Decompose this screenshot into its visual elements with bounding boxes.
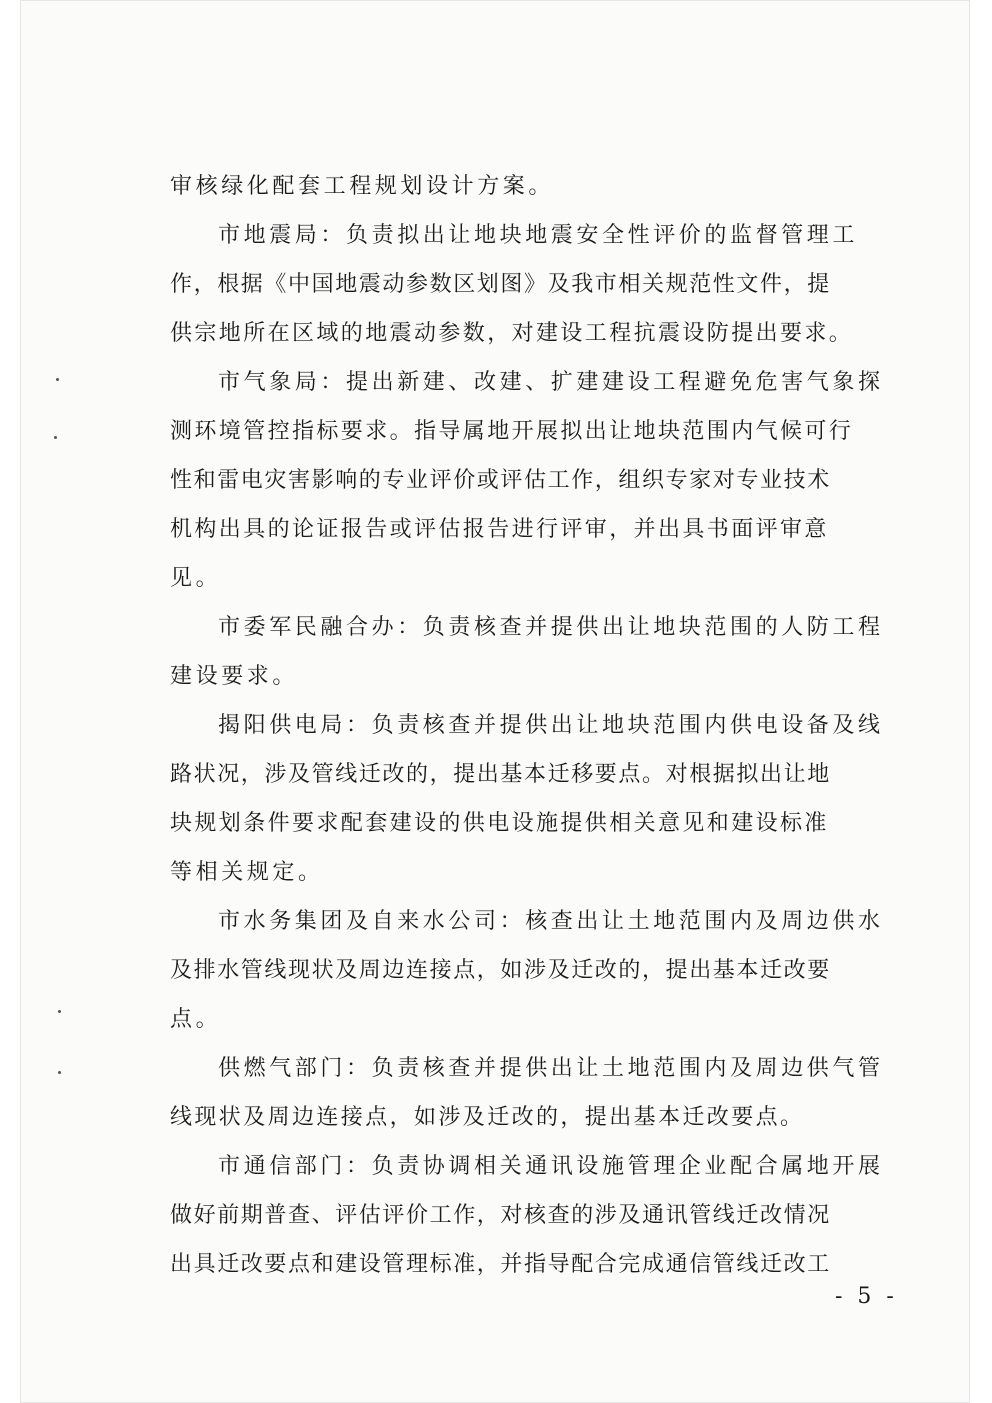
page-number: - 5 - xyxy=(835,1284,898,1309)
paragraph-line: 建设要求。 xyxy=(170,664,299,689)
scan-speck xyxy=(58,1071,61,1074)
paragraph-line: 作，根据《中国地震动参数区划图》及我市相关规范性文件，提 xyxy=(170,272,831,297)
paragraph-line: 出具迁改要点和建设管理标准，并指导配合完成通信管线迁改工 xyxy=(170,1252,831,1277)
document-page xyxy=(20,0,970,1403)
paragraph-line: 路状况，涉及管线迁改的，提出基本迁移要点。对根据拟出让地 xyxy=(170,762,831,787)
paragraph-line: 市气象局：提出新建、改建、扩建建设工程避免危害气象探 xyxy=(218,370,884,395)
scan-speck xyxy=(56,378,59,381)
paragraph-line: 机构出具的论证报告或评估报告进行评审，并出具书面评审意 xyxy=(170,517,829,542)
paragraph-line: 及排水管线现状及周边连接点，如涉及迁改的，提出基本迁改要 xyxy=(170,958,831,983)
paragraph-line: 性和雷电灾害影响的专业评价或评估工作，组织专家对专业技术 xyxy=(170,468,831,493)
paragraph-line: 市地震局：负责拟出让地块地震安全性评价的监督管理工 xyxy=(218,223,859,248)
paragraph-line: 见。 xyxy=(170,566,222,591)
paragraph-line: 等相关规定。 xyxy=(170,860,324,885)
scan-speck xyxy=(54,436,57,439)
paragraph-line: 供宗地所在区域的地震动参数，对建设工程抗震设防提出要求。 xyxy=(170,321,854,346)
paragraph-line: 市水务集团及自来水公司：核查出让土地范围内及周边供水 xyxy=(218,909,884,934)
paragraph-line: 测环境管控指标要求。指导属地开展拟出让地块范围内气候可行 xyxy=(170,419,854,444)
paragraph-line: 揭阳供电局：负责核查并提供出让地块范围内供电设备及线 xyxy=(218,713,884,738)
paragraph-line: 供燃气部门：负责核查并提供出让土地范围内及周边供气管 xyxy=(218,1056,884,1081)
paragraph-line: 审核绿化配套工程规划设计方案。 xyxy=(170,174,555,199)
paragraph-line: 线现状及周边连接点，如涉及迁改的，提出基本迁改要点。 xyxy=(170,1105,805,1130)
paragraph-line: 市委军民融合办：负责核查并提供出让地块范围的人防工程 xyxy=(218,615,884,640)
scan-speck xyxy=(58,1010,61,1013)
paragraph-line: 块规划条件要求配套建设的供电设施提供相关意见和建设标准 xyxy=(170,811,829,836)
paragraph-line: 点。 xyxy=(170,1007,222,1032)
paragraph-line: 市通信部门：负责协调相关通讯设施管理企业配合属地开展 xyxy=(218,1154,884,1179)
paragraph-line: 做好前期普查、评估评价工作，对核查的涉及通讯管线迁改情况 xyxy=(170,1203,831,1228)
document-body xyxy=(170,162,890,1289)
